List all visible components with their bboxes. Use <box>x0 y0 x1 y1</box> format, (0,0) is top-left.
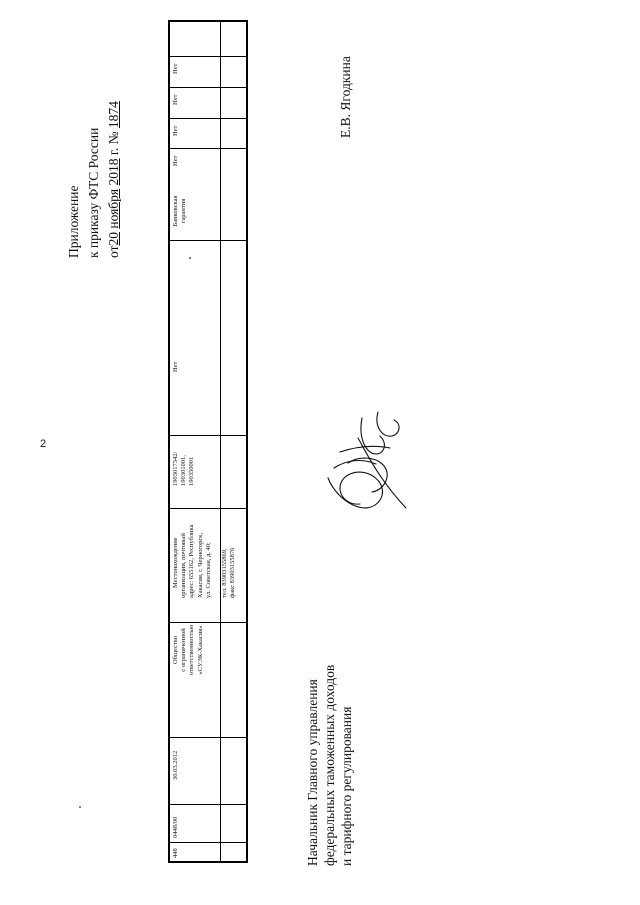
cell-none: Нет <box>172 361 179 372</box>
date-prefix: от <box>106 245 121 258</box>
signatory-name: Е.В. Ягодкина <box>338 56 353 138</box>
date-suffix: г. <box>106 147 121 156</box>
org-name-line: «СУЭК-Хакасия» <box>196 625 204 675</box>
table-border-top <box>168 20 248 22</box>
col-divider <box>168 842 248 843</box>
location-spacer <box>213 525 221 598</box>
col-divider <box>168 737 248 738</box>
guarantee-line: Банковская <box>172 195 179 227</box>
location-line: ул. Советская, д. 40; <box>204 542 212 598</box>
location-line: Местонахождение <box>172 537 179 588</box>
col-divider <box>168 240 248 241</box>
col-divider <box>168 56 248 57</box>
col-divider <box>168 148 248 149</box>
col-divider <box>168 118 248 119</box>
cell-inn-kpp <box>172 452 197 486</box>
cell-row-number: 448 <box>172 848 179 858</box>
location-line: факс 83903155876 <box>229 547 237 598</box>
appendix-header <box>64 101 124 258</box>
location-line: тел. 83903155869, <box>221 548 229 598</box>
col-divider <box>168 804 248 805</box>
cell-org-name <box>172 600 205 700</box>
cell-location <box>172 525 237 598</box>
date-month: ноября <box>106 188 121 229</box>
col-divider <box>168 508 248 509</box>
cell-guarantee <box>172 186 188 236</box>
cell-date: 30.03.2012 <box>172 750 179 780</box>
col-divider <box>168 87 248 88</box>
scan-speck <box>189 257 191 259</box>
title-line: и тарифного регулирования <box>339 706 354 866</box>
col-divider <box>168 435 248 436</box>
location-line: организации, почтовый <box>180 533 188 598</box>
cell-flag-2: Нет <box>172 125 179 136</box>
table-border-bottom <box>168 861 248 863</box>
cell-flag-4: Нет <box>172 63 179 74</box>
org-name-line: Общество <box>172 635 179 665</box>
title-line: Начальник Главного управления <box>305 679 320 866</box>
handwritten-signature <box>318 408 410 518</box>
guarantee-line: гарантия <box>180 198 188 224</box>
date-day: 20 <box>106 232 121 246</box>
org-name-line: ответственностью <box>188 624 196 676</box>
date-year: 2018 <box>106 158 121 186</box>
number-sign: № <box>106 131 121 145</box>
header-line-3 <box>104 101 124 258</box>
inn-line: 190350001 <box>188 456 196 486</box>
cell-reg-number: 0448/00 <box>172 816 179 838</box>
order-number: 1874 <box>106 101 121 129</box>
cell-flag-3: Нет <box>172 94 179 105</box>
cell-flag-1: Нет <box>172 155 179 166</box>
location-line: адрес: 655162, Республика <box>188 524 196 598</box>
registry-table <box>168 20 248 863</box>
signatory-title <box>304 665 355 866</box>
scan-speck <box>79 806 81 808</box>
header-line-2: к приказу ФТС России <box>86 127 101 258</box>
page-number: 2 <box>40 438 47 450</box>
title-line: федеральных таможенных доходов <box>322 664 337 866</box>
inn-line: 190301001, <box>180 455 188 486</box>
inn-line: 1903017342/ <box>172 451 179 486</box>
org-name-line: с ограниченной <box>180 628 188 672</box>
location-line: Хакасия, г. Черногорск, <box>196 532 204 598</box>
header-line-1: Приложение <box>66 185 81 258</box>
